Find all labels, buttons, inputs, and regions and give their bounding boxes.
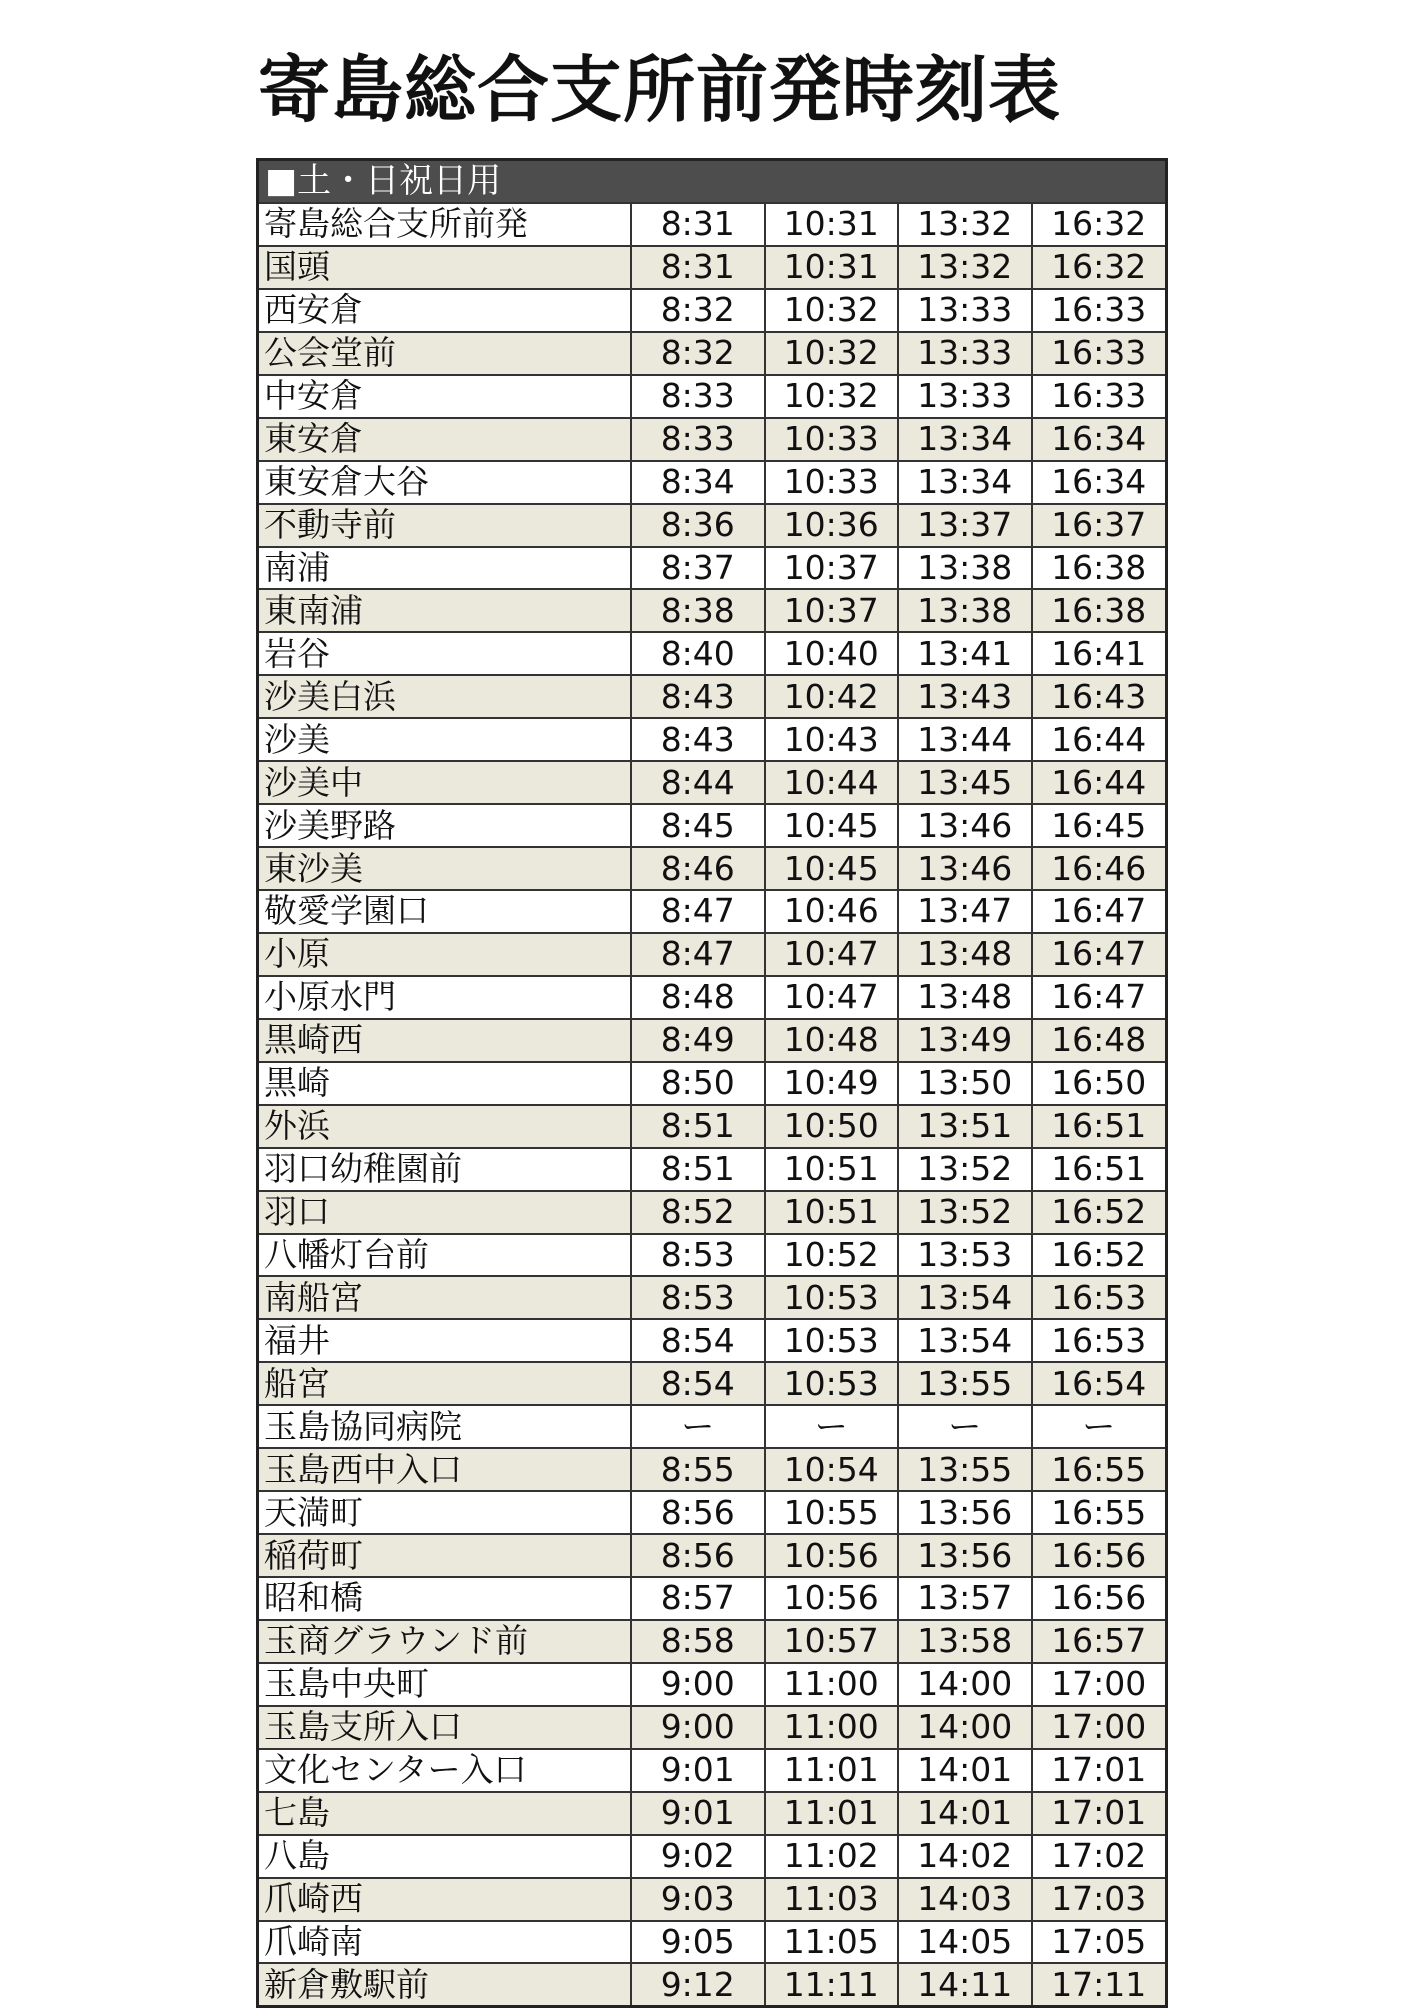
table-row (259, 1963, 1165, 2005)
departure-time: 16:46 (1032, 847, 1166, 890)
stop-name: 玉島支所入口 (259, 1706, 631, 1749)
departure-time: 10:53 (765, 1276, 899, 1319)
departure-time: 16:52 (1032, 1234, 1166, 1277)
table-row (259, 332, 1165, 375)
table-row (259, 933, 1165, 976)
departure-time: 9:05 (631, 1921, 765, 1964)
departure-time: 16:55 (1032, 1448, 1166, 1491)
timetable-body (259, 203, 1165, 2005)
stop-name: 沙美中 (259, 761, 631, 804)
departure-time: 11:00 (765, 1706, 899, 1749)
departure-time: 9:12 (631, 1963, 765, 2005)
departure-time: 10:55 (765, 1491, 899, 1534)
stop-name: 沙美野路 (259, 804, 631, 847)
departure-time: 8:56 (631, 1534, 765, 1577)
departure-time: 9:00 (631, 1663, 765, 1706)
departure-time: 14:01 (898, 1749, 1032, 1792)
departure-time: 16:32 (1032, 203, 1166, 246)
departure-time: 16:45 (1032, 804, 1166, 847)
table-row (259, 1234, 1165, 1277)
table-row (259, 1362, 1165, 1405)
departure-time: 10:47 (765, 933, 899, 976)
departure-time: 10:44 (765, 761, 899, 804)
departure-time: 9:03 (631, 1878, 765, 1921)
departure-time: 16:55 (1032, 1491, 1166, 1534)
departure-time: 8:32 (631, 332, 765, 375)
departure-time: 13:54 (898, 1319, 1032, 1362)
table-row (259, 1577, 1165, 1620)
stop-name: 南浦 (259, 547, 631, 590)
departure-time: 8:48 (631, 976, 765, 1019)
departure-time: 16:56 (1032, 1577, 1166, 1620)
departure-time: 17:01 (1032, 1749, 1166, 1792)
stop-name: 七島 (259, 1792, 631, 1835)
departure-time: 13:44 (898, 718, 1032, 761)
stop-name: 天満町 (259, 1491, 631, 1534)
departure-time: 9:01 (631, 1792, 765, 1835)
table-row (259, 1105, 1165, 1148)
departure-time: 8:44 (631, 761, 765, 804)
table-row (259, 675, 1165, 718)
departure-time: 10:46 (765, 890, 899, 933)
table-row (259, 1792, 1165, 1835)
departure-time: 13:38 (898, 589, 1032, 632)
departure-time: 8:53 (631, 1276, 765, 1319)
departure-time: 16:41 (1032, 632, 1166, 675)
departure-time: 8:51 (631, 1148, 765, 1191)
stop-name: 東南浦 (259, 589, 631, 632)
departure-time: 10:37 (765, 547, 899, 590)
departure-time: 16:51 (1032, 1105, 1166, 1148)
stop-name: 不動寺前 (259, 504, 631, 547)
departure-time: 16:57 (1032, 1620, 1166, 1663)
table-row (259, 1878, 1165, 1921)
table-row (259, 461, 1165, 504)
departure-time: 10:57 (765, 1620, 899, 1663)
departure-time: 16:54 (1032, 1362, 1166, 1405)
departure-time: 13:37 (898, 504, 1032, 547)
departure-time: 10:33 (765, 418, 899, 461)
departure-time: 13:56 (898, 1491, 1032, 1534)
table-row (259, 1620, 1165, 1663)
departure-time: 13:52 (898, 1148, 1032, 1191)
stop-name: 羽口 (259, 1191, 631, 1234)
departure-time: 13:50 (898, 1062, 1032, 1105)
stop-name: 新倉敷駅前 (259, 1963, 631, 2005)
table-row (259, 289, 1165, 332)
table-row (259, 1749, 1165, 1792)
stop-name: 船宮 (259, 1362, 631, 1405)
table-row (259, 1706, 1165, 1749)
departure-time: 13:33 (898, 375, 1032, 418)
departure-time: 10:45 (765, 804, 899, 847)
stop-name: 昭和橋 (259, 1577, 631, 1620)
stop-name: 福井 (259, 1319, 631, 1362)
departure-time: 8:46 (631, 847, 765, 890)
departure-time: 16:33 (1032, 332, 1166, 375)
table-row (259, 1062, 1165, 1105)
departure-time: 8:37 (631, 547, 765, 590)
departure-time: 13:48 (898, 976, 1032, 1019)
departure-time: 8:56 (631, 1491, 765, 1534)
departure-time: 10:56 (765, 1577, 899, 1620)
departure-time: 10:31 (765, 246, 899, 289)
table-row (259, 1019, 1165, 1062)
departure-time: 13:51 (898, 1105, 1032, 1148)
departure-time: 13:53 (898, 1234, 1032, 1277)
departure-time: 8:45 (631, 804, 765, 847)
departure-time: 13:32 (898, 203, 1032, 246)
departure-time: 8:54 (631, 1362, 765, 1405)
table-row (259, 504, 1165, 547)
departure-time: 10:33 (765, 461, 899, 504)
departure-time: 8:57 (631, 1577, 765, 1620)
departure-time: 16:37 (1032, 504, 1166, 547)
departure-time: 11:01 (765, 1792, 899, 1835)
departure-time: 13:46 (898, 847, 1032, 890)
departure-time: 10:31 (765, 203, 899, 246)
departure-time: 8:40 (631, 632, 765, 675)
stop-name: 公会堂前 (259, 332, 631, 375)
departure-time: 16:51 (1032, 1148, 1166, 1191)
table-row (259, 976, 1165, 1019)
departure-time: 13:32 (898, 246, 1032, 289)
stop-name: 玉商グラウンド前 (259, 1620, 631, 1663)
table-row (259, 804, 1165, 847)
stop-name: 玉島協同病院 (259, 1405, 631, 1448)
stop-name: 南船宮 (259, 1276, 631, 1319)
departure-time: 9:00 (631, 1706, 765, 1749)
departure-time: 10:45 (765, 847, 899, 890)
stop-name: 八幡灯台前 (259, 1234, 631, 1277)
departure-time: ー (1032, 1405, 1166, 1448)
table-row (259, 761, 1165, 804)
table-row (259, 1534, 1165, 1577)
departure-time: 8:51 (631, 1105, 765, 1148)
departure-time: 14:02 (898, 1835, 1032, 1878)
timetable (256, 158, 1168, 2008)
departure-time: 13:56 (898, 1534, 1032, 1577)
departure-time: 8:34 (631, 461, 765, 504)
departure-time: 11:03 (765, 1878, 899, 1921)
stop-name: 東沙美 (259, 847, 631, 890)
departure-time: 10:37 (765, 589, 899, 632)
table-row (259, 632, 1165, 675)
departure-time: 10:32 (765, 332, 899, 375)
table-row (259, 890, 1165, 933)
departure-time: ー (631, 1405, 765, 1448)
departure-time: 8:43 (631, 718, 765, 761)
stop-name: 羽口幼稚園前 (259, 1148, 631, 1191)
departure-time: 13:48 (898, 933, 1032, 976)
departure-time: 14:00 (898, 1663, 1032, 1706)
table-row (259, 1276, 1165, 1319)
departure-time: 17:05 (1032, 1921, 1166, 1964)
table-row (259, 1448, 1165, 1491)
stop-name: 小原水門 (259, 976, 631, 1019)
departure-time: 16:32 (1032, 246, 1166, 289)
stop-name: 外浜 (259, 1105, 631, 1148)
departure-time: 8:31 (631, 246, 765, 289)
departure-time: 17:03 (1032, 1878, 1166, 1921)
departure-time: 8:47 (631, 933, 765, 976)
departure-time: 8:36 (631, 504, 765, 547)
stop-name: 爪崎西 (259, 1878, 631, 1921)
departure-time: 8:47 (631, 890, 765, 933)
departure-time: 14:03 (898, 1878, 1032, 1921)
stop-name: 文化センター入口 (259, 1749, 631, 1792)
departure-time: 10:48 (765, 1019, 899, 1062)
departure-time: 8:49 (631, 1019, 765, 1062)
departure-time: 13:55 (898, 1362, 1032, 1405)
stop-name: 小原 (259, 933, 631, 976)
table-row (259, 847, 1165, 890)
departure-time: 10:51 (765, 1191, 899, 1234)
table-row (259, 1921, 1165, 1964)
departure-time: 16:53 (1032, 1319, 1166, 1362)
table-row (259, 203, 1165, 246)
stop-name: 黒崎西 (259, 1019, 631, 1062)
departure-time: 10:40 (765, 632, 899, 675)
stop-name: 玉島西中入口 (259, 1448, 631, 1491)
departure-time: 13:47 (898, 890, 1032, 933)
departure-time: 16:38 (1032, 589, 1166, 632)
departure-time: 16:47 (1032, 890, 1166, 933)
stop-name: 西安倉 (259, 289, 631, 332)
section-header-row (259, 161, 1165, 203)
departure-time: 10:53 (765, 1362, 899, 1405)
departure-time: 13:43 (898, 675, 1032, 718)
departure-time: 8:54 (631, 1319, 765, 1362)
stop-name: 寄島総合支所前発 (259, 203, 631, 246)
departure-time: 10:47 (765, 976, 899, 1019)
table-row (259, 375, 1165, 418)
departure-time: 8:52 (631, 1191, 765, 1234)
stop-name: 東安倉大谷 (259, 461, 631, 504)
departure-time: 16:56 (1032, 1534, 1166, 1577)
stop-name: 岩谷 (259, 632, 631, 675)
departure-time: 16:44 (1032, 718, 1166, 761)
departure-time: 13:41 (898, 632, 1032, 675)
stop-name: 稲荷町 (259, 1534, 631, 1577)
table-row (259, 1148, 1165, 1191)
departure-time: 13:54 (898, 1276, 1032, 1319)
table-row (259, 718, 1165, 761)
departure-time: 13:46 (898, 804, 1032, 847)
table-row (259, 1663, 1165, 1706)
departure-time: 11:00 (765, 1663, 899, 1706)
departure-time: 8:58 (631, 1620, 765, 1663)
departure-time: 13:58 (898, 1620, 1032, 1663)
departure-time: 17:11 (1032, 1963, 1166, 2005)
departure-time: 16:33 (1032, 289, 1166, 332)
departure-time: 11:11 (765, 1963, 899, 2005)
departure-time: 17:01 (1032, 1792, 1166, 1835)
stop-name: 沙美 (259, 718, 631, 761)
departure-time: 16:47 (1032, 933, 1166, 976)
departure-time: 10:43 (765, 718, 899, 761)
departure-time: 11:01 (765, 1749, 899, 1792)
table-row (259, 1191, 1165, 1234)
departure-time: ー (898, 1405, 1032, 1448)
departure-time: 8:53 (631, 1234, 765, 1277)
stop-name: 爪崎南 (259, 1921, 631, 1964)
departure-time: 13:33 (898, 332, 1032, 375)
departure-time: 13:49 (898, 1019, 1032, 1062)
stop-name: 沙美白浜 (259, 675, 631, 718)
departure-time: 10:52 (765, 1234, 899, 1277)
departure-time: 9:01 (631, 1749, 765, 1792)
departure-time: 16:53 (1032, 1276, 1166, 1319)
departure-time: 16:33 (1032, 375, 1166, 418)
departure-time: 10:49 (765, 1062, 899, 1105)
table-row (259, 1319, 1165, 1362)
stop-name: 八島 (259, 1835, 631, 1878)
departure-time: 16:34 (1032, 461, 1166, 504)
departure-time: 10:51 (765, 1148, 899, 1191)
departure-time: 13:34 (898, 461, 1032, 504)
departure-time: 8:43 (631, 675, 765, 718)
table-row (259, 1491, 1165, 1534)
departure-time: 10:50 (765, 1105, 899, 1148)
departure-time: 16:43 (1032, 675, 1166, 718)
departure-time: 8:33 (631, 418, 765, 461)
table-row (259, 1405, 1165, 1448)
departure-time: 17:00 (1032, 1663, 1166, 1706)
departure-time: 11:05 (765, 1921, 899, 1964)
section-label: ■土・日祝日用 (259, 161, 1165, 203)
departure-time: 8:31 (631, 203, 765, 246)
table-row (259, 589, 1165, 632)
departure-time: 11:02 (765, 1835, 899, 1878)
table-row (259, 418, 1165, 461)
departure-time: 16:47 (1032, 976, 1166, 1019)
departure-time: 13:57 (898, 1577, 1032, 1620)
departure-time: 13:34 (898, 418, 1032, 461)
stop-name: 黒崎 (259, 1062, 631, 1105)
departure-time: 8:38 (631, 589, 765, 632)
table-row (259, 547, 1165, 590)
departure-time: 16:44 (1032, 761, 1166, 804)
departure-time: 13:33 (898, 289, 1032, 332)
departure-time: 10:36 (765, 504, 899, 547)
departure-time: ー (765, 1405, 899, 1448)
departure-time: 16:52 (1032, 1191, 1166, 1234)
departure-time: 8:50 (631, 1062, 765, 1105)
departure-time: 13:45 (898, 761, 1032, 804)
departure-time: 13:38 (898, 547, 1032, 590)
stop-name: 中安倉 (259, 375, 631, 418)
departure-time: 10:56 (765, 1534, 899, 1577)
departure-time: 17:00 (1032, 1706, 1166, 1749)
departure-time: 10:32 (765, 289, 899, 332)
departure-time: 16:48 (1032, 1019, 1166, 1062)
stop-name: 国頭 (259, 246, 631, 289)
departure-time: 9:02 (631, 1835, 765, 1878)
departure-time: 16:34 (1032, 418, 1166, 461)
departure-time: 8:33 (631, 375, 765, 418)
departure-time: 8:55 (631, 1448, 765, 1491)
departure-time: 13:55 (898, 1448, 1032, 1491)
departure-time: 17:02 (1032, 1835, 1166, 1878)
departure-time: 16:38 (1032, 547, 1166, 590)
departure-time: 13:52 (898, 1191, 1032, 1234)
departure-time: 8:32 (631, 289, 765, 332)
departure-time: 10:54 (765, 1448, 899, 1491)
stop-name: 敬愛学園口 (259, 890, 631, 933)
stop-name: 玉島中央町 (259, 1663, 631, 1706)
departure-time: 10:42 (765, 675, 899, 718)
departure-time: 14:11 (898, 1963, 1032, 2005)
departure-time: 10:53 (765, 1319, 899, 1362)
departure-time: 14:05 (898, 1921, 1032, 1964)
table-row (259, 1835, 1165, 1878)
timetable-grid (259, 161, 1165, 2005)
departure-time: 16:50 (1032, 1062, 1166, 1105)
table-row (259, 246, 1165, 289)
departure-time: 14:00 (898, 1706, 1032, 1749)
page-title: 寄島総合支所前発時刻表 (258, 48, 1062, 132)
stop-name: 東安倉 (259, 418, 631, 461)
departure-time: 10:32 (765, 375, 899, 418)
departure-time: 14:01 (898, 1792, 1032, 1835)
